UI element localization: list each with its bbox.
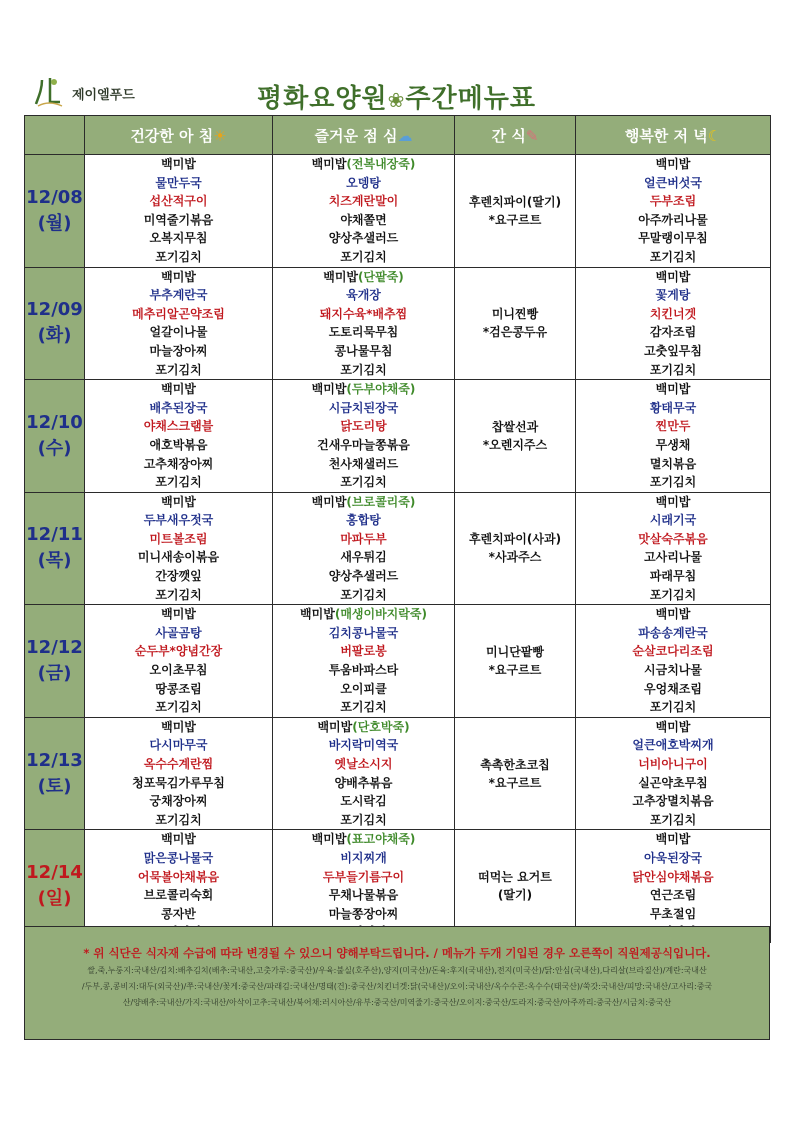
menu-item: 두부조림 [649,194,697,209]
snack-item: *요구르트 [488,212,542,227]
menu-item: 포기김치 [340,700,387,715]
lunch-porridge: (표고야채죽) [346,832,416,847]
day-label [25,717,85,830]
snack-item: *검은콩두유 [482,325,548,340]
lunch-cell [273,717,455,830]
origin-line: 쌀,죽,누룽지:국내산/김치:배추김치(배추:국내산,고춧가루:중국산)/우육:불실(호주산),양지(미국산)/돈육:후지(국내산),전지(미국산)/닭:안심(국내산),다리살(브라질산)/계란:국내산 [87,966,707,975]
breakfast-cell [85,155,273,268]
snack-item: (딸기) [497,888,533,903]
menu-item: 얼큰애호박찌개 [632,738,714,753]
lunch-rice: 백미밥 [311,382,347,397]
menu-item [273,155,454,174]
menu-item: 백미밥 [161,494,196,509]
lunch-porridge: (매생이바지락죽) [334,607,427,622]
menu-item: 건새우마늘쫑볶음 [317,437,410,452]
breakfast-cell [85,492,273,605]
page-title [0,78,793,115]
lunch-cell [273,155,455,268]
menu-item: 마파두부 [340,531,387,546]
day-of-week: (목) [37,550,72,572]
menu-item: 찐만두 [655,419,691,434]
menu-item: 다시마무국 [149,738,208,753]
menu-item: 어묵볼야채볶음 [137,869,220,884]
menu-item: 백미밥 [161,607,196,622]
snack-item: *요구르트 [488,775,542,790]
lunch-rice: 백미밥 [311,157,347,171]
menu-item: 간장깻잎 [155,569,202,584]
menu-item: 포기김치 [649,587,697,602]
menu-item: 백미밥 [655,157,691,171]
lunch-porridge: (두부야채죽) [346,382,416,397]
menu-item: 오이초무침 [149,663,208,678]
origin-line: 산/양배추:국내산/가지:국내산/아삭이고추:국내산/북어채:러시아산/유부:중국산/미역줄기:중국산/오이지:중국산/도라지:중국산/아주까리:중국산/시금치:중국산 [122,998,672,1007]
menu-item: 포기김치 [649,812,697,827]
menu-item: 너비아니구이 [638,757,708,771]
menu-item: 야채쫄면 [340,212,387,227]
menu-item: 포기김치 [649,362,697,377]
menu-item: 새우튀김 [340,550,387,565]
menu-item: 옥수수계란찜 [143,757,214,771]
menu-item: 시래기국 [649,513,697,528]
lunch-cell [273,605,455,718]
lunch-rice: 백미밥 [323,269,359,284]
day-date: 12/10 [26,411,83,433]
menu-item: 백미밥 [655,832,691,847]
menu-item: 콩나물무침 [334,343,393,358]
title-suffix: 주간메뉴표 [405,84,536,114]
menu-item [273,493,454,512]
menu-item: 아욱된장국 [644,850,702,865]
day-date: 12/08 [26,186,83,208]
menu-item: 비지찌개 [340,850,387,865]
header-breakfast: 건강한 아 침☀ [85,116,273,155]
corner-cell [25,116,85,155]
snack-item: *오렌지주스 [482,437,548,452]
day-date: 12/12 [26,637,83,659]
menu-item: 무채나물볶음 [328,888,399,903]
day-date: 12/09 [26,299,83,321]
notice-box [24,926,770,1040]
menu-item: 연근조림 [649,888,697,903]
day-of-week: (토) [37,775,72,797]
breakfast-cell [85,605,273,718]
menu-item: 김치콩나물국 [328,625,399,640]
menu-item: 포기김치 [155,249,202,264]
menu-item: 백미밥 [161,157,196,171]
breakfast-cell [85,267,273,380]
snack-cell [455,492,576,605]
menu-item: 돼지수육*배추찜 [319,306,408,321]
menu-item: 버팔로봉 [340,644,387,659]
menu-item: 물만두국 [155,175,202,190]
menu-item: 사골곰탕 [155,625,202,640]
origin-line: /두부,콩,콩비지:대두(외국산)/쭈:국내산/꽃게:중국산/파래김:국내산/명태(건):중국산/치킨너겟:닭(국내산)/오이:국내산/옥수수콘:옥수수(태국산)/쑥갓:국내산/피망:국내산/고사리:중국 [81,982,713,991]
menu-item: 얼큰버섯국 [644,175,702,190]
menu-item [273,268,454,287]
day-label [25,492,85,605]
menu-item: 포기김치 [155,812,202,827]
menu-item: 고사리나물 [644,550,702,565]
menu-item: 포기김치 [340,249,387,264]
menu-item: 백미밥 [655,494,691,509]
menu-item: 마늘쫑장아찌 [328,906,399,921]
day-of-week: (수) [37,437,72,459]
menu-item: 옛날소시지 [334,757,393,771]
menu-item: 두부새우젓국 [143,513,214,528]
day-label [25,267,85,380]
header-snack: 간 식✎ [455,116,576,155]
weekly-menu-table [24,115,771,943]
menu-item: 무말랭이무침 [638,231,708,246]
lunch-cell [273,492,455,605]
menu-item: 오이피클 [340,681,387,696]
menu-item: 감자조림 [649,325,697,340]
snack-item: 후렌치파이(딸기) [468,194,562,209]
menu-item: 포기김치 [155,362,202,377]
dinner-cell [576,492,771,605]
menu-item: 순두부*양념간장 [134,644,223,659]
menu-item: 닭안심야채볶음 [632,869,714,884]
menu-item: 오뎅탕 [346,175,381,190]
menu-item: 애호박볶음 [149,437,208,452]
menu-item: 맛살숙주볶음 [638,531,708,546]
menu-item: 백미밥 [161,269,196,284]
menu-item: 꽃게탕 [655,288,691,303]
menu-item: 마늘장아찌 [149,343,208,358]
breakfast-cell [85,717,273,830]
menu-item: 멸치볶음 [649,456,697,471]
menu-item: 아주까리나물 [638,212,708,227]
menu-item: 백미밥 [655,269,691,284]
moon-icon: ☾ [707,126,722,145]
menu-item [273,605,454,624]
brand-name: 제이엘푸드 [72,87,135,103]
day-of-week: (일) [37,888,72,910]
header-dinner: 행복한 저 녁☾ [576,116,771,155]
lunch-porridge: (단호박죽) [352,719,410,734]
menu-item: 땅콩조림 [155,681,202,696]
menu-item: 백미밥 [655,719,691,734]
menu-item: 메추리알곤약조림 [132,306,225,321]
menu-item: 백미밥 [655,382,691,397]
menu-item: 도토리묵무침 [328,325,399,340]
day-date: 12/13 [26,749,83,771]
dinner-cell [576,605,771,718]
menu-item: 백미밥 [161,382,196,397]
menu-item: 순살코다리조림 [632,644,714,659]
lunch-rice: 백미밥 [311,494,347,509]
day-row [25,267,771,380]
day-label [25,380,85,493]
menu-item: 육개장 [346,288,381,303]
day-row [25,155,771,268]
lunch-cell [273,267,455,380]
snack-cell [455,605,576,718]
menu-item: 부추계란국 [149,288,208,303]
menu-item [273,718,454,737]
menu-item: 얼갈이나물 [149,325,208,340]
origin-info [25,963,769,1011]
snack-item: 찹쌀선과 [491,419,539,434]
dinner-cell [576,380,771,493]
menu-item: 황태무국 [649,400,697,415]
snack-item: 후렌치파이(사과) [468,532,562,547]
menu-item: 파래무침 [649,569,697,584]
lunch-rice: 백미밥 [300,607,335,622]
menu-item: 청포묵김가루무침 [132,775,225,790]
menu-item: 바지락미역국 [328,738,399,753]
menu-item [273,830,454,849]
snack-item: 촉촉한초코칩 [480,757,550,772]
menu-item: 고추장멸치볶음 [632,794,714,809]
menu-item: 시금치나물 [644,663,702,678]
menu-item: 배추된장국 [149,400,208,415]
leaf-icon: ❀ [387,88,406,112]
menu-item: 포기김치 [649,249,697,264]
snack-item: 미니단팥빵 [486,645,544,660]
snack-cell [455,717,576,830]
day-date: 12/14 [26,862,83,884]
menu-item: 두부들기름구이 [322,869,405,884]
menu-item: 포기김치 [340,587,387,602]
menu-item: 포기김치 [649,475,697,490]
snack-cell [455,380,576,493]
day-row [25,492,771,605]
menu-item: 맑은콩나물국 [143,850,214,865]
breakfast-cell [85,380,273,493]
menu-item: 포기김치 [155,700,202,715]
snack-item: *요구르트 [488,663,542,678]
snack-cell [455,155,576,268]
menu-item: 오복지무침 [149,231,208,246]
menu-item: 고추채장아찌 [143,456,214,471]
sun-icon: ☀ [213,126,227,145]
menu-item: 포기김치 [649,700,697,715]
menu-item: 미트볼조림 [149,531,208,546]
menu-item: 파송송계란국 [638,625,708,640]
menu-item: 백미밥 [161,832,196,847]
menu-item: 포기김치 [340,362,387,377]
menu-item: 시금치된장국 [328,400,399,415]
menu-item: 양배추볶음 [334,775,393,790]
dinner-cell [576,267,771,380]
menu-item: 포기김치 [155,475,202,490]
dinner-cell [576,717,771,830]
snack-cell [455,267,576,380]
cloud-icon: ☁ [397,126,413,145]
snack-item: 미니찐빵 [491,307,539,322]
menu-item: 콩자반 [161,906,196,921]
lunch-rice: 백미밥 [311,832,347,847]
menu-item: 실곤약초무침 [638,775,708,790]
menu-item: 백미밥 [161,719,196,734]
menu-item: 미역줄기볶음 [143,212,214,227]
candy-icon: ✎ [525,126,539,145]
menu-item: 치킨너겟 [649,306,697,321]
day-row [25,717,771,830]
menu-item: 천사채샐러드 [328,456,399,471]
menu-item: 브로콜리숙회 [143,888,214,903]
lunch-cell [273,380,455,493]
menu-item: 백미밥 [655,607,691,622]
menu-item: 닭도리탕 [340,419,387,434]
lunch-porridge: (전복내장죽) [346,157,416,171]
snack-item: 떠먹는 요거트 [478,870,552,885]
menu-item: 치즈계란말이 [328,194,399,209]
menu-item: 미니새송이볶음 [137,550,220,565]
menu-item: 고춧잎무침 [644,343,702,358]
day-label [25,605,85,718]
lunch-rice: 백미밥 [317,719,353,734]
day-row [25,380,771,493]
notice-text: * 위 식단은 식자재 수급에 따라 변경될 수 있으니 양해부탁드립니다. / 메뉴가 두개 기입된 경우 오른쪽이 직원제공식입니다. [83,946,711,960]
menu-item: 섭산적구이 [149,194,208,209]
menu-item: 양상추샐러드 [328,569,399,584]
menu-item: 무생채 [655,437,691,452]
day-of-week: (금) [37,663,72,685]
lunch-porridge: (브로콜리죽) [346,494,416,509]
menu-item: 궁채장아찌 [149,794,208,809]
menu-item: 도시락김 [340,794,387,809]
menu-item: 포기김치 [340,475,387,490]
menu-item: 무초절임 [649,906,697,921]
menu-item: 야채스크램블 [143,419,214,434]
day-label [25,155,85,268]
menu-item: 양상추샐러드 [328,231,399,246]
menu-item: 우엉채조림 [644,681,702,696]
day-row [25,605,771,718]
menu-item: 포기김치 [340,812,387,827]
menu-item: 포기김치 [155,587,202,602]
lunch-porridge: (단팥죽) [358,269,404,284]
menu-item: 투움바파스타 [328,663,399,678]
header-lunch: 즐거운 점 심☁ [273,116,455,155]
day-date: 12/11 [26,524,83,546]
dinner-cell [576,155,771,268]
day-of-week: (화) [37,325,72,347]
title-text: 평화요양원 [257,84,388,114]
day-of-week: (월) [37,212,72,234]
menu-item [273,380,454,399]
snack-item: *사과주스 [488,550,542,565]
menu-item: 홍합탕 [346,513,381,528]
